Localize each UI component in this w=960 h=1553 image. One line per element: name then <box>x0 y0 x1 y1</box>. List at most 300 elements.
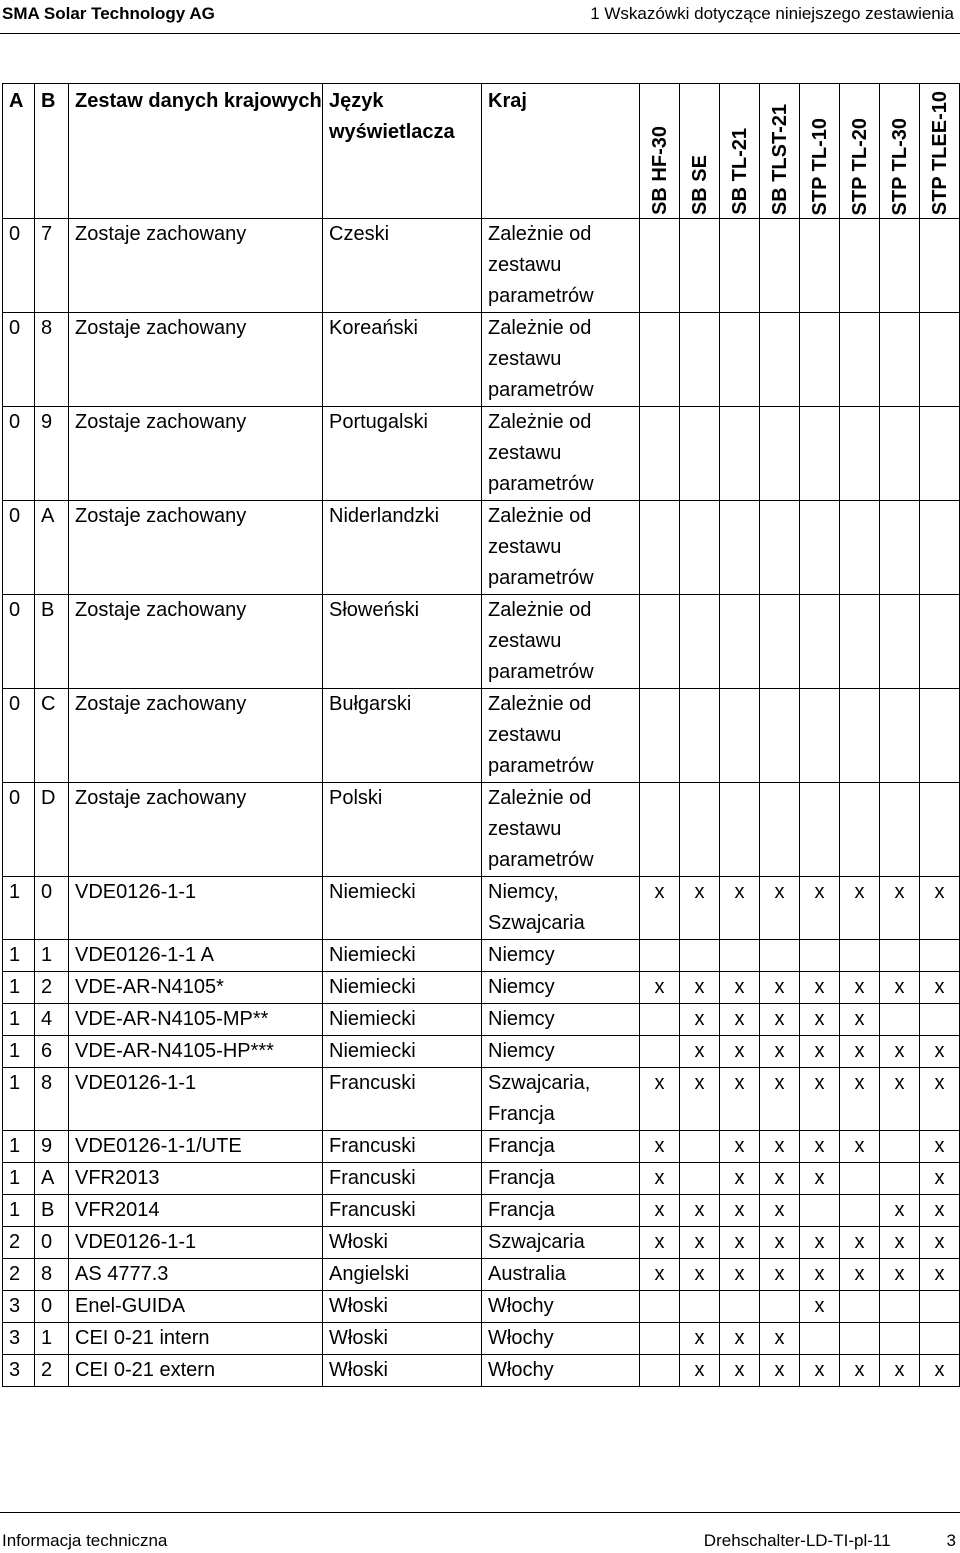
col-header-b: B <box>35 84 69 219</box>
cell-country <box>482 1195 640 1227</box>
col-header-language: Język wyświetlacza <box>323 84 482 219</box>
footer-rule <box>0 1512 960 1513</box>
cell-device-mark <box>880 595 920 689</box>
cell-device-mark <box>800 407 840 501</box>
cell-device-mark: x <box>920 1195 960 1227</box>
country-line: parametrów <box>488 755 594 777</box>
cell-device-mark: x <box>840 1068 880 1131</box>
cell-device-mark: x <box>800 1131 840 1163</box>
cell-device-mark <box>720 940 760 972</box>
cell-dataset: CEI 0-21 extern <box>69 1355 323 1387</box>
cell-device-mark <box>920 501 960 595</box>
cell-device-mark: x <box>840 1004 880 1036</box>
cell-dataset: Zostaje zachowany <box>69 313 323 407</box>
cell-device-mark: x <box>920 972 960 1004</box>
cell-device-mark: x <box>920 1036 960 1068</box>
cell-device-mark <box>840 940 880 972</box>
col-header-device <box>720 84 760 219</box>
cell-device-mark <box>640 689 680 783</box>
cell-language: Niemiecki <box>323 1004 482 1036</box>
cell-device-mark: x <box>680 1259 720 1291</box>
cell-a: 0 <box>3 689 35 783</box>
country-line: Australia <box>488 1263 566 1285</box>
cell-b: 8 <box>35 1259 69 1291</box>
cell-device-mark <box>640 1036 680 1068</box>
cell-b: C <box>35 689 69 783</box>
cell-dataset: VDE-AR-N4105-HP*** <box>69 1036 323 1068</box>
device-label: SB SE <box>688 154 711 215</box>
table-body <box>3 219 960 1387</box>
cell-a: 0 <box>3 219 35 313</box>
cell-language: Czeski <box>323 219 482 313</box>
cell-device-mark <box>680 407 720 501</box>
cell-device-mark <box>920 219 960 313</box>
cell-device-mark: x <box>720 1323 760 1355</box>
cell-country <box>482 1131 640 1163</box>
cell-device-mark: x <box>720 1355 760 1387</box>
cell-device-mark <box>640 1355 680 1387</box>
cell-device-mark <box>720 501 760 595</box>
company-name: SMA Solar Technology AG <box>2 4 215 23</box>
cell-device-mark: x <box>760 1004 800 1036</box>
cell-device-mark <box>760 501 800 595</box>
table-row <box>3 407 960 501</box>
table-row <box>3 1227 960 1259</box>
table-row <box>3 1323 960 1355</box>
cell-device-mark: x <box>720 1036 760 1068</box>
table-row <box>3 689 960 783</box>
cell-device-mark <box>880 1163 920 1195</box>
table-row <box>3 1291 960 1323</box>
cell-device-mark <box>760 595 800 689</box>
cell-device-mark <box>680 219 720 313</box>
cell-device-mark <box>920 595 960 689</box>
cell-dataset: Enel-GUIDA <box>69 1291 323 1323</box>
cell-language: Angielski <box>323 1259 482 1291</box>
cell-device-mark <box>680 783 720 877</box>
country-line: Szwajcaria <box>488 912 585 934</box>
cell-b: 6 <box>35 1036 69 1068</box>
cell-device-mark: x <box>920 1259 960 1291</box>
table-row <box>3 219 960 313</box>
cell-b: 0 <box>35 1227 69 1259</box>
cell-device-mark: x <box>640 1163 680 1195</box>
cell-a: 1 <box>3 1195 35 1227</box>
cell-country <box>482 501 640 595</box>
cell-device-mark: x <box>720 877 760 940</box>
cell-device-mark: x <box>840 1227 880 1259</box>
cell-device-mark: x <box>800 972 840 1004</box>
cell-device-mark <box>920 783 960 877</box>
country-line: zestawu <box>488 724 562 746</box>
cell-device-mark: x <box>880 1036 920 1068</box>
cell-device-mark <box>760 783 800 877</box>
device-label: SB TL-21 <box>728 128 751 215</box>
cell-device-mark: x <box>880 1355 920 1387</box>
cell-country <box>482 1227 640 1259</box>
col-header-device <box>880 84 920 219</box>
cell-device-mark <box>680 1131 720 1163</box>
cell-device-mark <box>840 313 880 407</box>
country-line: zestawu <box>488 630 562 652</box>
cell-device-mark <box>680 595 720 689</box>
country-line: Włochy <box>488 1327 554 1349</box>
table-row <box>3 1068 960 1131</box>
cell-device-mark: x <box>920 1355 960 1387</box>
cell-device-mark <box>920 313 960 407</box>
country-line: Zależnie od <box>488 787 592 809</box>
cell-device-mark <box>880 313 920 407</box>
cell-device-mark <box>920 1004 960 1036</box>
section-title: 1 Wskazówki dotyczące niniejszego zestawienia <box>590 4 954 23</box>
cell-device-mark <box>800 1323 840 1355</box>
cell-a: 1 <box>3 1163 35 1195</box>
page-header <box>2 2 954 26</box>
cell-device-mark <box>680 689 720 783</box>
table-row <box>3 783 960 877</box>
cell-device-mark <box>760 219 800 313</box>
table-row <box>3 595 960 689</box>
cell-b: 0 <box>35 1291 69 1323</box>
cell-language: Portugalski <box>323 407 482 501</box>
cell-country <box>482 1291 640 1323</box>
cell-dataset: VDE0126-1-1 <box>69 1227 323 1259</box>
cell-country <box>482 1259 640 1291</box>
cell-language: Francuski <box>323 1068 482 1131</box>
cell-device-mark: x <box>680 1323 720 1355</box>
country-line: Francja <box>488 1199 555 1221</box>
cell-device-mark <box>640 1291 680 1323</box>
cell-dataset: Zostaje zachowany <box>69 783 323 877</box>
cell-device-mark <box>640 1323 680 1355</box>
cell-country <box>482 1036 640 1068</box>
country-line: Szwajcaria, <box>488 1072 591 1094</box>
cell-country <box>482 1163 640 1195</box>
cell-a: 3 <box>3 1355 35 1387</box>
cell-language: Niemiecki <box>323 940 482 972</box>
cell-device-mark: x <box>880 1068 920 1131</box>
cell-b: 4 <box>35 1004 69 1036</box>
cell-device-mark: x <box>680 1004 720 1036</box>
cell-device-mark: x <box>840 1036 880 1068</box>
cell-device-mark: x <box>880 1259 920 1291</box>
cell-device-mark: x <box>760 1036 800 1068</box>
col-header-device <box>920 84 960 219</box>
cell-language: Włoski <box>323 1355 482 1387</box>
cell-device-mark: x <box>920 1068 960 1131</box>
country-line: Włochy <box>488 1359 554 1381</box>
cell-language: Polski <box>323 783 482 877</box>
cell-device-mark <box>800 313 840 407</box>
cell-device-mark <box>840 595 880 689</box>
cell-language: Niemiecki <box>323 1036 482 1068</box>
cell-device-mark <box>760 940 800 972</box>
cell-country <box>482 219 640 313</box>
cell-device-mark <box>800 501 840 595</box>
country-line: zestawu <box>488 254 562 276</box>
cell-country <box>482 407 640 501</box>
cell-device-mark: x <box>760 1323 800 1355</box>
cell-device-mark <box>760 689 800 783</box>
cell-device-mark <box>800 595 840 689</box>
country-line: zestawu <box>488 442 562 464</box>
cell-language: Francuski <box>323 1131 482 1163</box>
country-line: parametrów <box>488 473 594 495</box>
cell-device-mark: x <box>880 1195 920 1227</box>
cell-language: Francuski <box>323 1163 482 1195</box>
cell-device-mark: x <box>680 1355 720 1387</box>
cell-device-mark: x <box>720 1227 760 1259</box>
cell-dataset: Zostaje zachowany <box>69 219 323 313</box>
cell-device-mark: x <box>920 1163 960 1195</box>
cell-device-mark: x <box>800 1036 840 1068</box>
cell-device-mark <box>720 313 760 407</box>
cell-device-mark: x <box>840 877 880 940</box>
footer-doc-type: Informacja techniczna <box>2 1531 168 1550</box>
footer-doc-id: Drehschalter-LD-TI-pl-11 <box>703 1531 891 1550</box>
col-header-device <box>800 84 840 219</box>
country-line: parametrów <box>488 849 594 871</box>
cell-b: 0 <box>35 877 69 940</box>
country-line: zestawu <box>488 536 562 558</box>
cell-device-mark: x <box>760 972 800 1004</box>
cell-device-mark: x <box>760 1163 800 1195</box>
cell-device-mark: x <box>920 877 960 940</box>
country-line: parametrów <box>488 379 594 401</box>
table-row <box>3 1195 960 1227</box>
country-line: Włochy <box>488 1295 554 1317</box>
cell-device-mark <box>840 501 880 595</box>
cell-device-mark <box>840 783 880 877</box>
cell-country <box>482 689 640 783</box>
cell-dataset: Zostaje zachowany <box>69 501 323 595</box>
cell-device-mark <box>680 940 720 972</box>
cell-device-mark <box>720 689 760 783</box>
cell-device-mark: x <box>800 1259 840 1291</box>
cell-device-mark: x <box>760 1195 800 1227</box>
cell-device-mark: x <box>680 877 720 940</box>
cell-language: Włoski <box>323 1323 482 1355</box>
device-label: STP TLEE-10 <box>928 90 951 215</box>
cell-dataset: Zostaje zachowany <box>69 595 323 689</box>
table-row <box>3 1259 960 1291</box>
table-row <box>3 501 960 595</box>
cell-device-mark <box>880 501 920 595</box>
cell-b: B <box>35 595 69 689</box>
cell-b: 1 <box>35 940 69 972</box>
cell-device-mark: x <box>720 1259 760 1291</box>
cell-country <box>482 1355 640 1387</box>
cell-b: 9 <box>35 1131 69 1163</box>
cell-device-mark <box>920 1291 960 1323</box>
cell-device-mark: x <box>680 1227 720 1259</box>
country-line: Zależnie od <box>488 599 592 621</box>
cell-device-mark: x <box>920 1227 960 1259</box>
cell-country <box>482 1068 640 1131</box>
cell-device-mark: x <box>680 972 720 1004</box>
cell-b: 1 <box>35 1323 69 1355</box>
country-line: Niemcy <box>488 1040 555 1062</box>
cell-country <box>482 877 640 940</box>
cell-dataset: Zostaje zachowany <box>69 689 323 783</box>
cell-device-mark <box>880 219 920 313</box>
cell-device-mark: x <box>800 1227 840 1259</box>
cell-dataset: AS 4777.3 <box>69 1259 323 1291</box>
cell-a: 1 <box>3 877 35 940</box>
cell-device-mark <box>880 689 920 783</box>
cell-b: A <box>35 501 69 595</box>
cell-device-mark <box>680 313 720 407</box>
cell-device-mark: x <box>840 1355 880 1387</box>
country-line: Niemcy <box>488 1008 555 1030</box>
cell-device-mark: x <box>800 1163 840 1195</box>
table-row <box>3 940 960 972</box>
cell-language: Francuski <box>323 1195 482 1227</box>
table-row <box>3 1036 960 1068</box>
table-row <box>3 313 960 407</box>
cell-device-mark: x <box>720 1163 760 1195</box>
cell-dataset: VFR2013 <box>69 1163 323 1195</box>
cell-device-mark: x <box>760 1227 800 1259</box>
country-line: Francja <box>488 1103 555 1125</box>
cell-b: 2 <box>35 972 69 1004</box>
cell-a: 1 <box>3 940 35 972</box>
page-number: 3 <box>946 1531 956 1550</box>
table-header-row <box>3 84 960 219</box>
cell-a: 0 <box>3 407 35 501</box>
cell-device-mark <box>720 219 760 313</box>
table-row <box>3 1355 960 1387</box>
cell-b: 9 <box>35 407 69 501</box>
country-line: parametrów <box>488 661 594 683</box>
cell-a: 3 <box>3 1323 35 1355</box>
col-header-device <box>840 84 880 219</box>
cell-device-mark <box>800 783 840 877</box>
cell-device-mark <box>760 407 800 501</box>
country-line: Zależnie od <box>488 411 592 433</box>
cell-device-mark <box>880 1291 920 1323</box>
cell-device-mark: x <box>840 1259 880 1291</box>
cell-device-mark <box>880 940 920 972</box>
country-line: Zależnie od <box>488 505 592 527</box>
cell-device-mark <box>680 501 720 595</box>
table-row <box>3 877 960 940</box>
country-line: Zależnie od <box>488 317 592 339</box>
cell-device-mark: x <box>640 877 680 940</box>
cell-device-mark <box>880 1131 920 1163</box>
cell-device-mark <box>640 407 680 501</box>
cell-dataset: VDE0126-1-1/UTE <box>69 1131 323 1163</box>
cell-device-mark: x <box>640 1131 680 1163</box>
cell-device-mark <box>680 1291 720 1323</box>
cell-device-mark <box>800 1195 840 1227</box>
cell-language: Koreański <box>323 313 482 407</box>
country-line: Zależnie od <box>488 223 592 245</box>
cell-device-mark: x <box>800 1068 840 1131</box>
col-header-device <box>640 84 680 219</box>
country-line: zestawu <box>488 348 562 370</box>
cell-device-mark: x <box>640 972 680 1004</box>
cell-device-mark <box>640 501 680 595</box>
cell-country <box>482 1323 640 1355</box>
country-dataset-table <box>2 83 960 1387</box>
cell-device-mark: x <box>880 1227 920 1259</box>
cell-dataset: VDE0126-1-1 <box>69 877 323 940</box>
country-line: Francja <box>488 1135 555 1157</box>
device-label: STP TL-10 <box>808 117 831 215</box>
cell-language: Włoski <box>323 1291 482 1323</box>
cell-device-mark: x <box>640 1195 680 1227</box>
table-row <box>3 1131 960 1163</box>
cell-country <box>482 595 640 689</box>
cell-device-mark <box>760 313 800 407</box>
country-line: parametrów <box>488 567 594 589</box>
cell-device-mark <box>800 940 840 972</box>
cell-device-mark <box>840 1323 880 1355</box>
cell-device-mark <box>880 1004 920 1036</box>
cell-country <box>482 783 640 877</box>
cell-b: A <box>35 1163 69 1195</box>
country-line: Szwajcaria <box>488 1231 585 1253</box>
cell-device-mark <box>880 783 920 877</box>
cell-b: 7 <box>35 219 69 313</box>
cell-device-mark: x <box>840 972 880 1004</box>
cell-a: 1 <box>3 1068 35 1131</box>
cell-language: Niemiecki <box>323 877 482 940</box>
cell-language: Włoski <box>323 1227 482 1259</box>
cell-a: 0 <box>3 783 35 877</box>
cell-a: 1 <box>3 1036 35 1068</box>
cell-device-mark: x <box>640 1227 680 1259</box>
cell-device-mark: x <box>680 1195 720 1227</box>
country-line: Zależnie od <box>488 693 592 715</box>
cell-device-mark: x <box>760 1131 800 1163</box>
cell-device-mark: x <box>680 1068 720 1131</box>
cell-device-mark <box>840 1291 880 1323</box>
cell-device-mark <box>640 313 680 407</box>
cell-device-mark <box>840 1195 880 1227</box>
table-row <box>3 1163 960 1195</box>
cell-device-mark <box>880 1323 920 1355</box>
col-header-dataset: Zestaw danych krajowych <box>69 84 323 219</box>
cell-country <box>482 313 640 407</box>
table-row <box>3 1004 960 1036</box>
table-row <box>3 972 960 1004</box>
cell-device-mark: x <box>800 877 840 940</box>
country-line: zestawu <box>488 818 562 840</box>
country-line: Francja <box>488 1167 555 1189</box>
cell-country <box>482 1004 640 1036</box>
cell-dataset: VDE-AR-N4105-MP** <box>69 1004 323 1036</box>
cell-device-mark: x <box>920 1131 960 1163</box>
cell-a: 0 <box>3 313 35 407</box>
cell-language: Niderlandzki <box>323 501 482 595</box>
cell-dataset: VDE-AR-N4105* <box>69 972 323 1004</box>
cell-device-mark: x <box>800 1004 840 1036</box>
cell-device-mark <box>840 219 880 313</box>
cell-b: D <box>35 783 69 877</box>
cell-a: 3 <box>3 1291 35 1323</box>
cell-device-mark: x <box>640 1068 680 1131</box>
cell-device-mark: x <box>720 1068 760 1131</box>
cell-device-mark <box>640 1004 680 1036</box>
cell-device-mark <box>920 407 960 501</box>
cell-device-mark: x <box>800 1291 840 1323</box>
cell-device-mark: x <box>720 972 760 1004</box>
cell-device-mark <box>840 1163 880 1195</box>
cell-dataset: CEI 0-21 intern <box>69 1323 323 1355</box>
cell-dataset: Zostaje zachowany <box>69 407 323 501</box>
